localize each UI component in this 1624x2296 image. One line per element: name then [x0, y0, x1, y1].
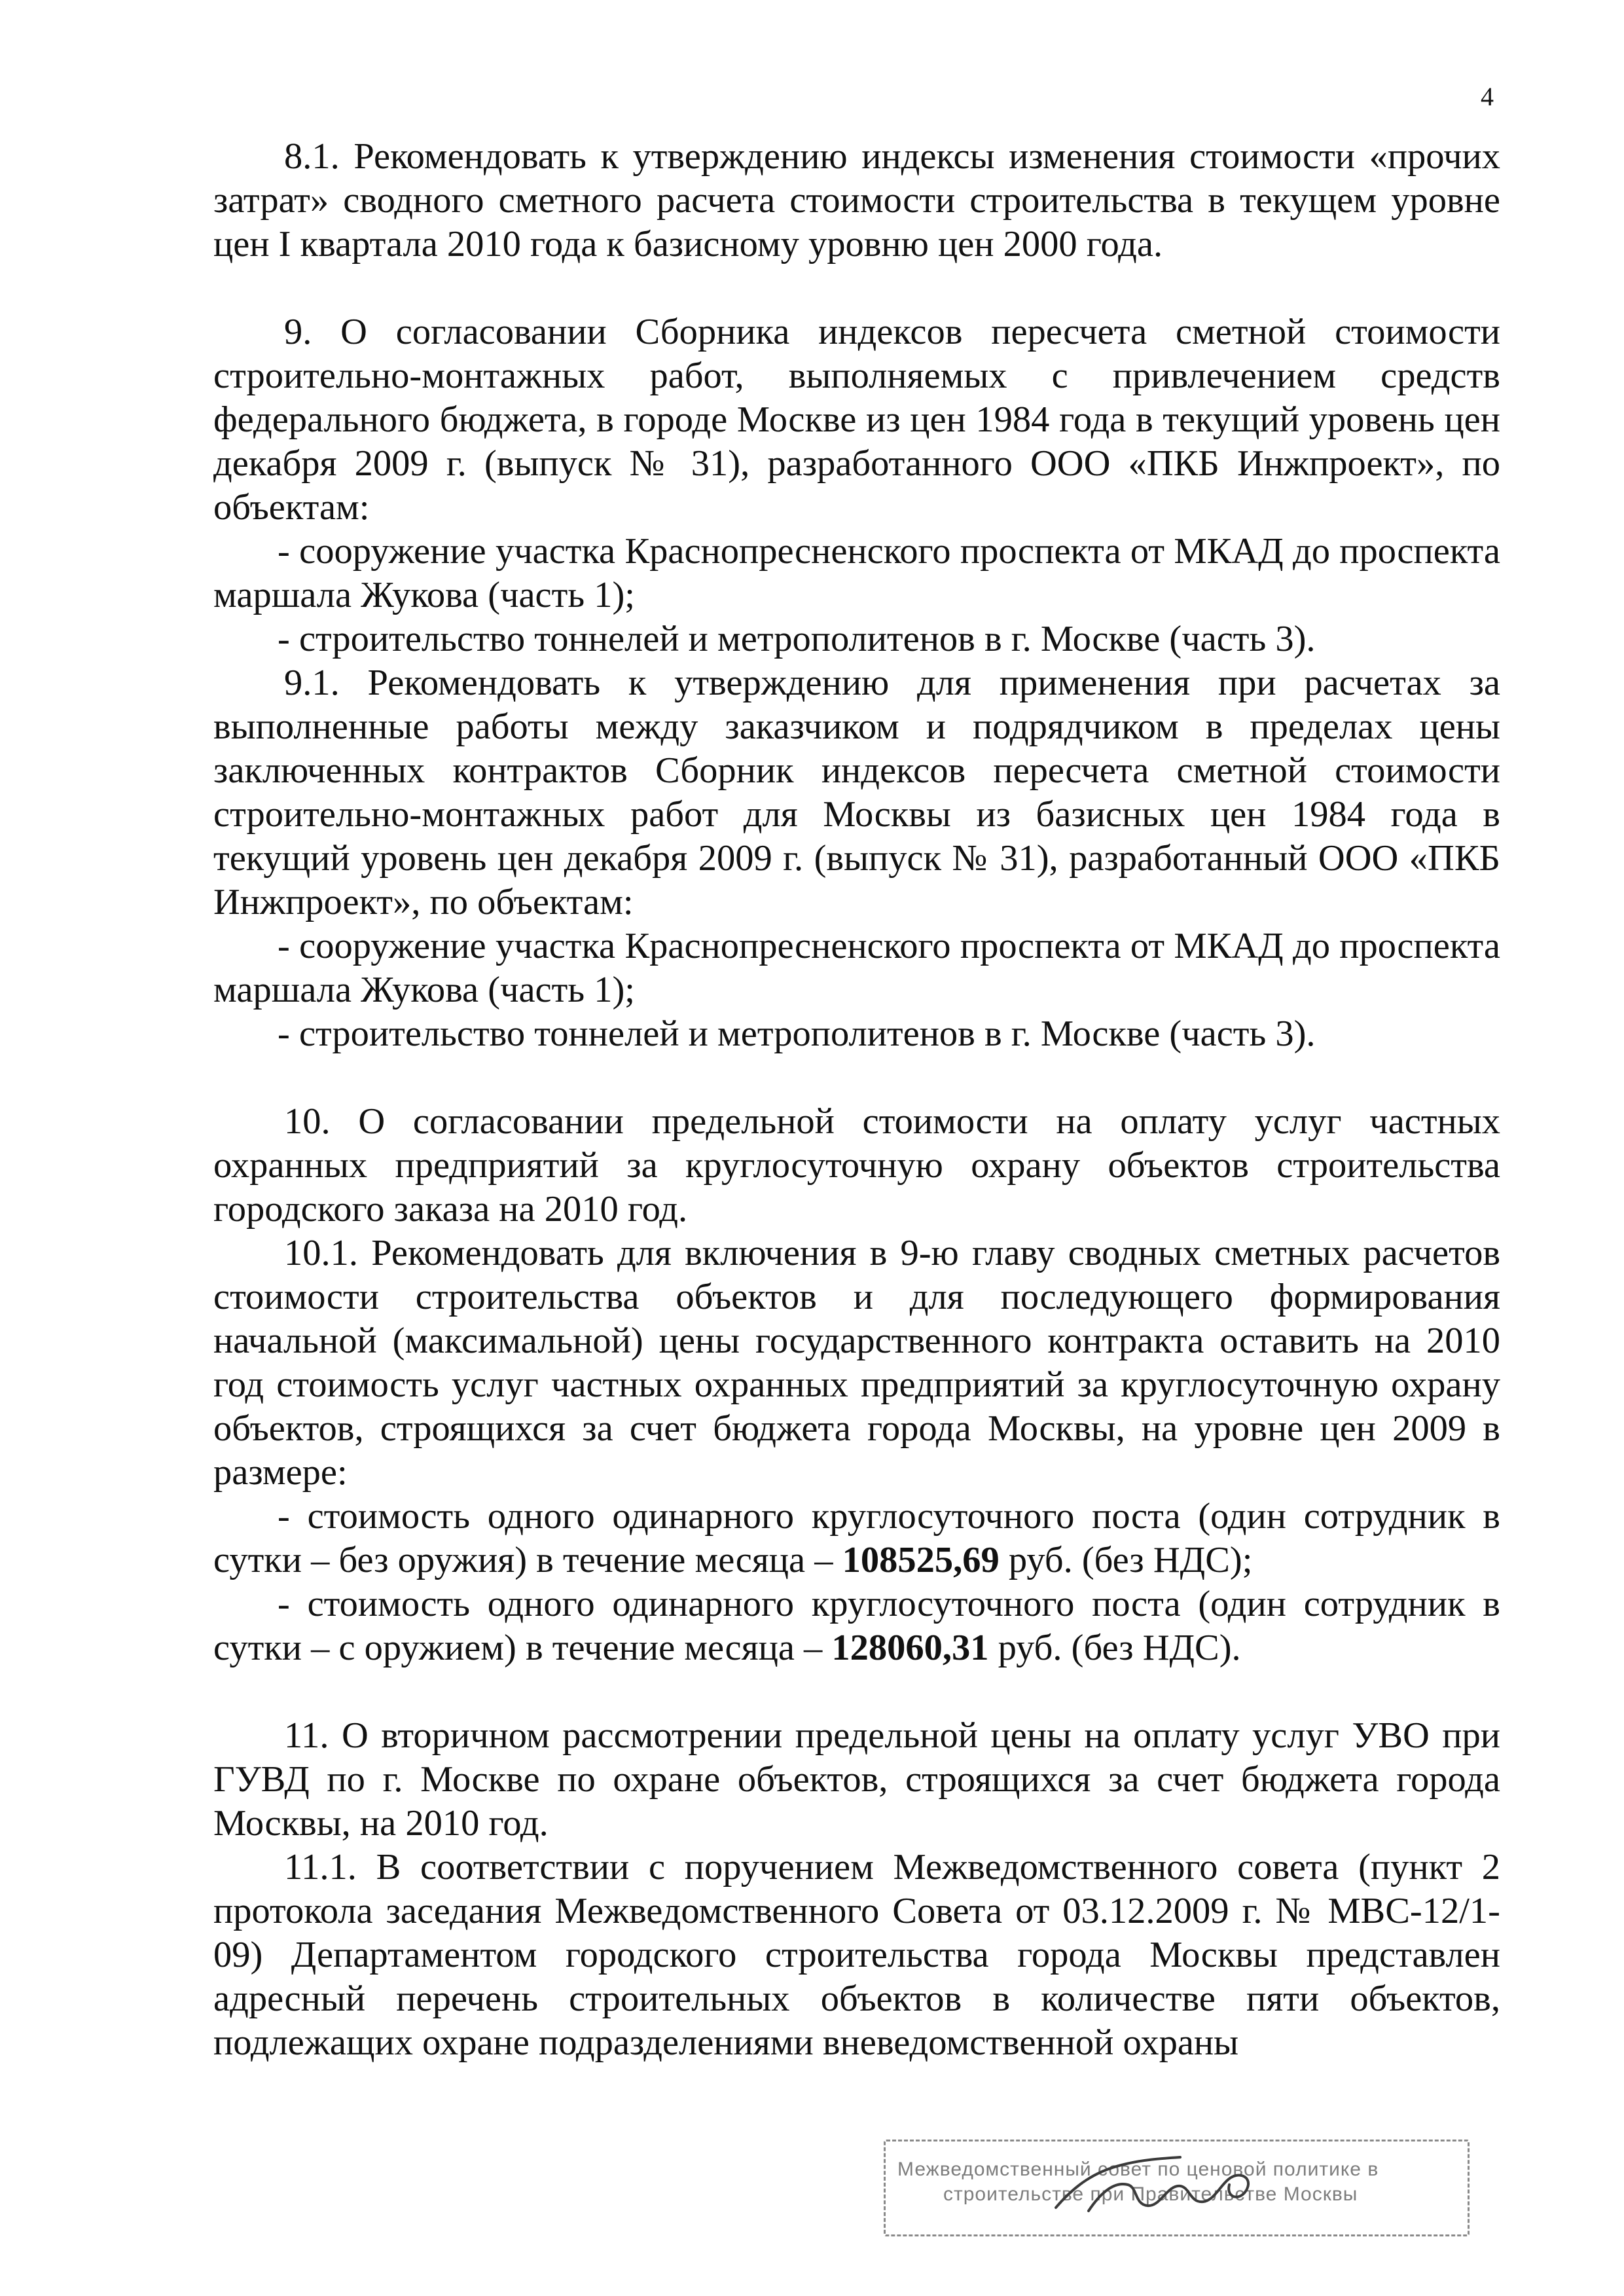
list-item: - сооружение участка Краснопресненского проспекта от МКАД до проспекта маршала Жукова (часть 1); [213, 926, 1500, 1010]
list-item: - строительство тоннелей и метрополитенов в г. Москве (часть 3). [278, 1013, 1316, 1054]
page-number: 4 [1481, 82, 1494, 111]
paragraph-10-1: 10.1. Рекомендовать для включения в 9-ю главу сводных сметных расчетов стоимости строительства объектов и для последующего формирования начальной (максимальной) цены государственного контракта оставить на 2010 год стоимость услуг частных охранных предприятий за круглосуточную охрану объектов, строящихся за счет бюджета города Москвы, на уровне цен 2009 в размере: [213, 1233, 1500, 1493]
list-item [213, 1582, 1500, 1670]
list-item: - строительство тоннелей и метрополитенов в г. Москве (часть 3). [278, 619, 1316, 659]
paragraph-11-1: 11.1. В соответствии с поручением Межведомственного совета (пункт 2 протокола заседания Межведомственного Совета от 03.12.2009 г. № МВС-12/1-09) Департаментом городского строительства города Москвы представлен адресный перечень строительных объектов в количестве пяти объектов, подлежащих охране подразделениями вневедомственной охраны [213, 1847, 1500, 2063]
signature-icon [1049, 2145, 1265, 2231]
item-text: руб. (без НДС). [988, 1628, 1241, 1668]
paragraph-9-1: 9.1. Рекомендовать к утверждению для применения при расчетах за выполненные работы между заказчиком и подрядчиком в пределах цены заключенных контрактов Сборник индексов пересчета сметной стоимости строительно-монтажных работ для Москвы из базисных цен 1984 года в текущий уровень цен декабря 2009 г. (выпуск № 31), разработанный ООО «ПКБ Инжпроект», по объектам: [213, 663, 1500, 922]
official-stamp [884, 2140, 1470, 2236]
list-item: - сооружение участка Краснопресненского проспекта от МКАД до проспекта маршала Жукова (часть 1); [213, 531, 1500, 615]
list-item [213, 1495, 1500, 1582]
price-value: 128060,31 [831, 1628, 989, 1668]
item-text: - стоимость одного одинарного круглосуточного поста (один сотрудник в сутки – без оружия) в течение месяца – [213, 1496, 1500, 1580]
paragraph-8-1: 8.1. Рекомендовать к утверждению индексы изменения стоимости «прочих затрат» сводного сметного расчета стоимости строительства в текущем уровне цен I квартала 2010 года к базисному уровню цен 2000 года. [213, 136, 1500, 264]
item-text: руб. (без НДС); [999, 1540, 1253, 1580]
paragraph-11: 11. О вторичном рассмотрении предельной цены на оплату услуг УВО при ГУВД по г. Москве по охране объектов, строящихся за счет бюджета города Москвы, на 2010 год. [213, 1715, 1500, 1844]
paragraph-10: 10. О согласовании предельной стоимости на оплату услуг частных охранных предприятий за круглосуточную охрану объектов строительства городского заказа на 2010 год. [213, 1101, 1500, 1230]
stamp-line-1: Межведомственный совет по ценовой политике в [897, 2159, 1379, 2180]
document-body [213, 135, 1500, 2065]
item-text: - стоимость одного одинарного круглосуточного поста (один сотрудник в сутки – с оружием) в течение месяца – [213, 1584, 1500, 1668]
price-value: 108525,69 [842, 1540, 1000, 1580]
paragraph-9: 9. О согласовании Сборника индексов пересчета сметной стоимости строительно-монтажных работ, выполняемых с привлечением средств федерального бюджета, в городе Москве из цен 1984 года в текущий уровень цен декабря 2009 г. (выпуск № 31), разработанного ООО «ПКБ Инжпроект», по объектам: [213, 312, 1500, 528]
stamp-line-2: строительстве при Правительстве Москвы [943, 2183, 1358, 2205]
